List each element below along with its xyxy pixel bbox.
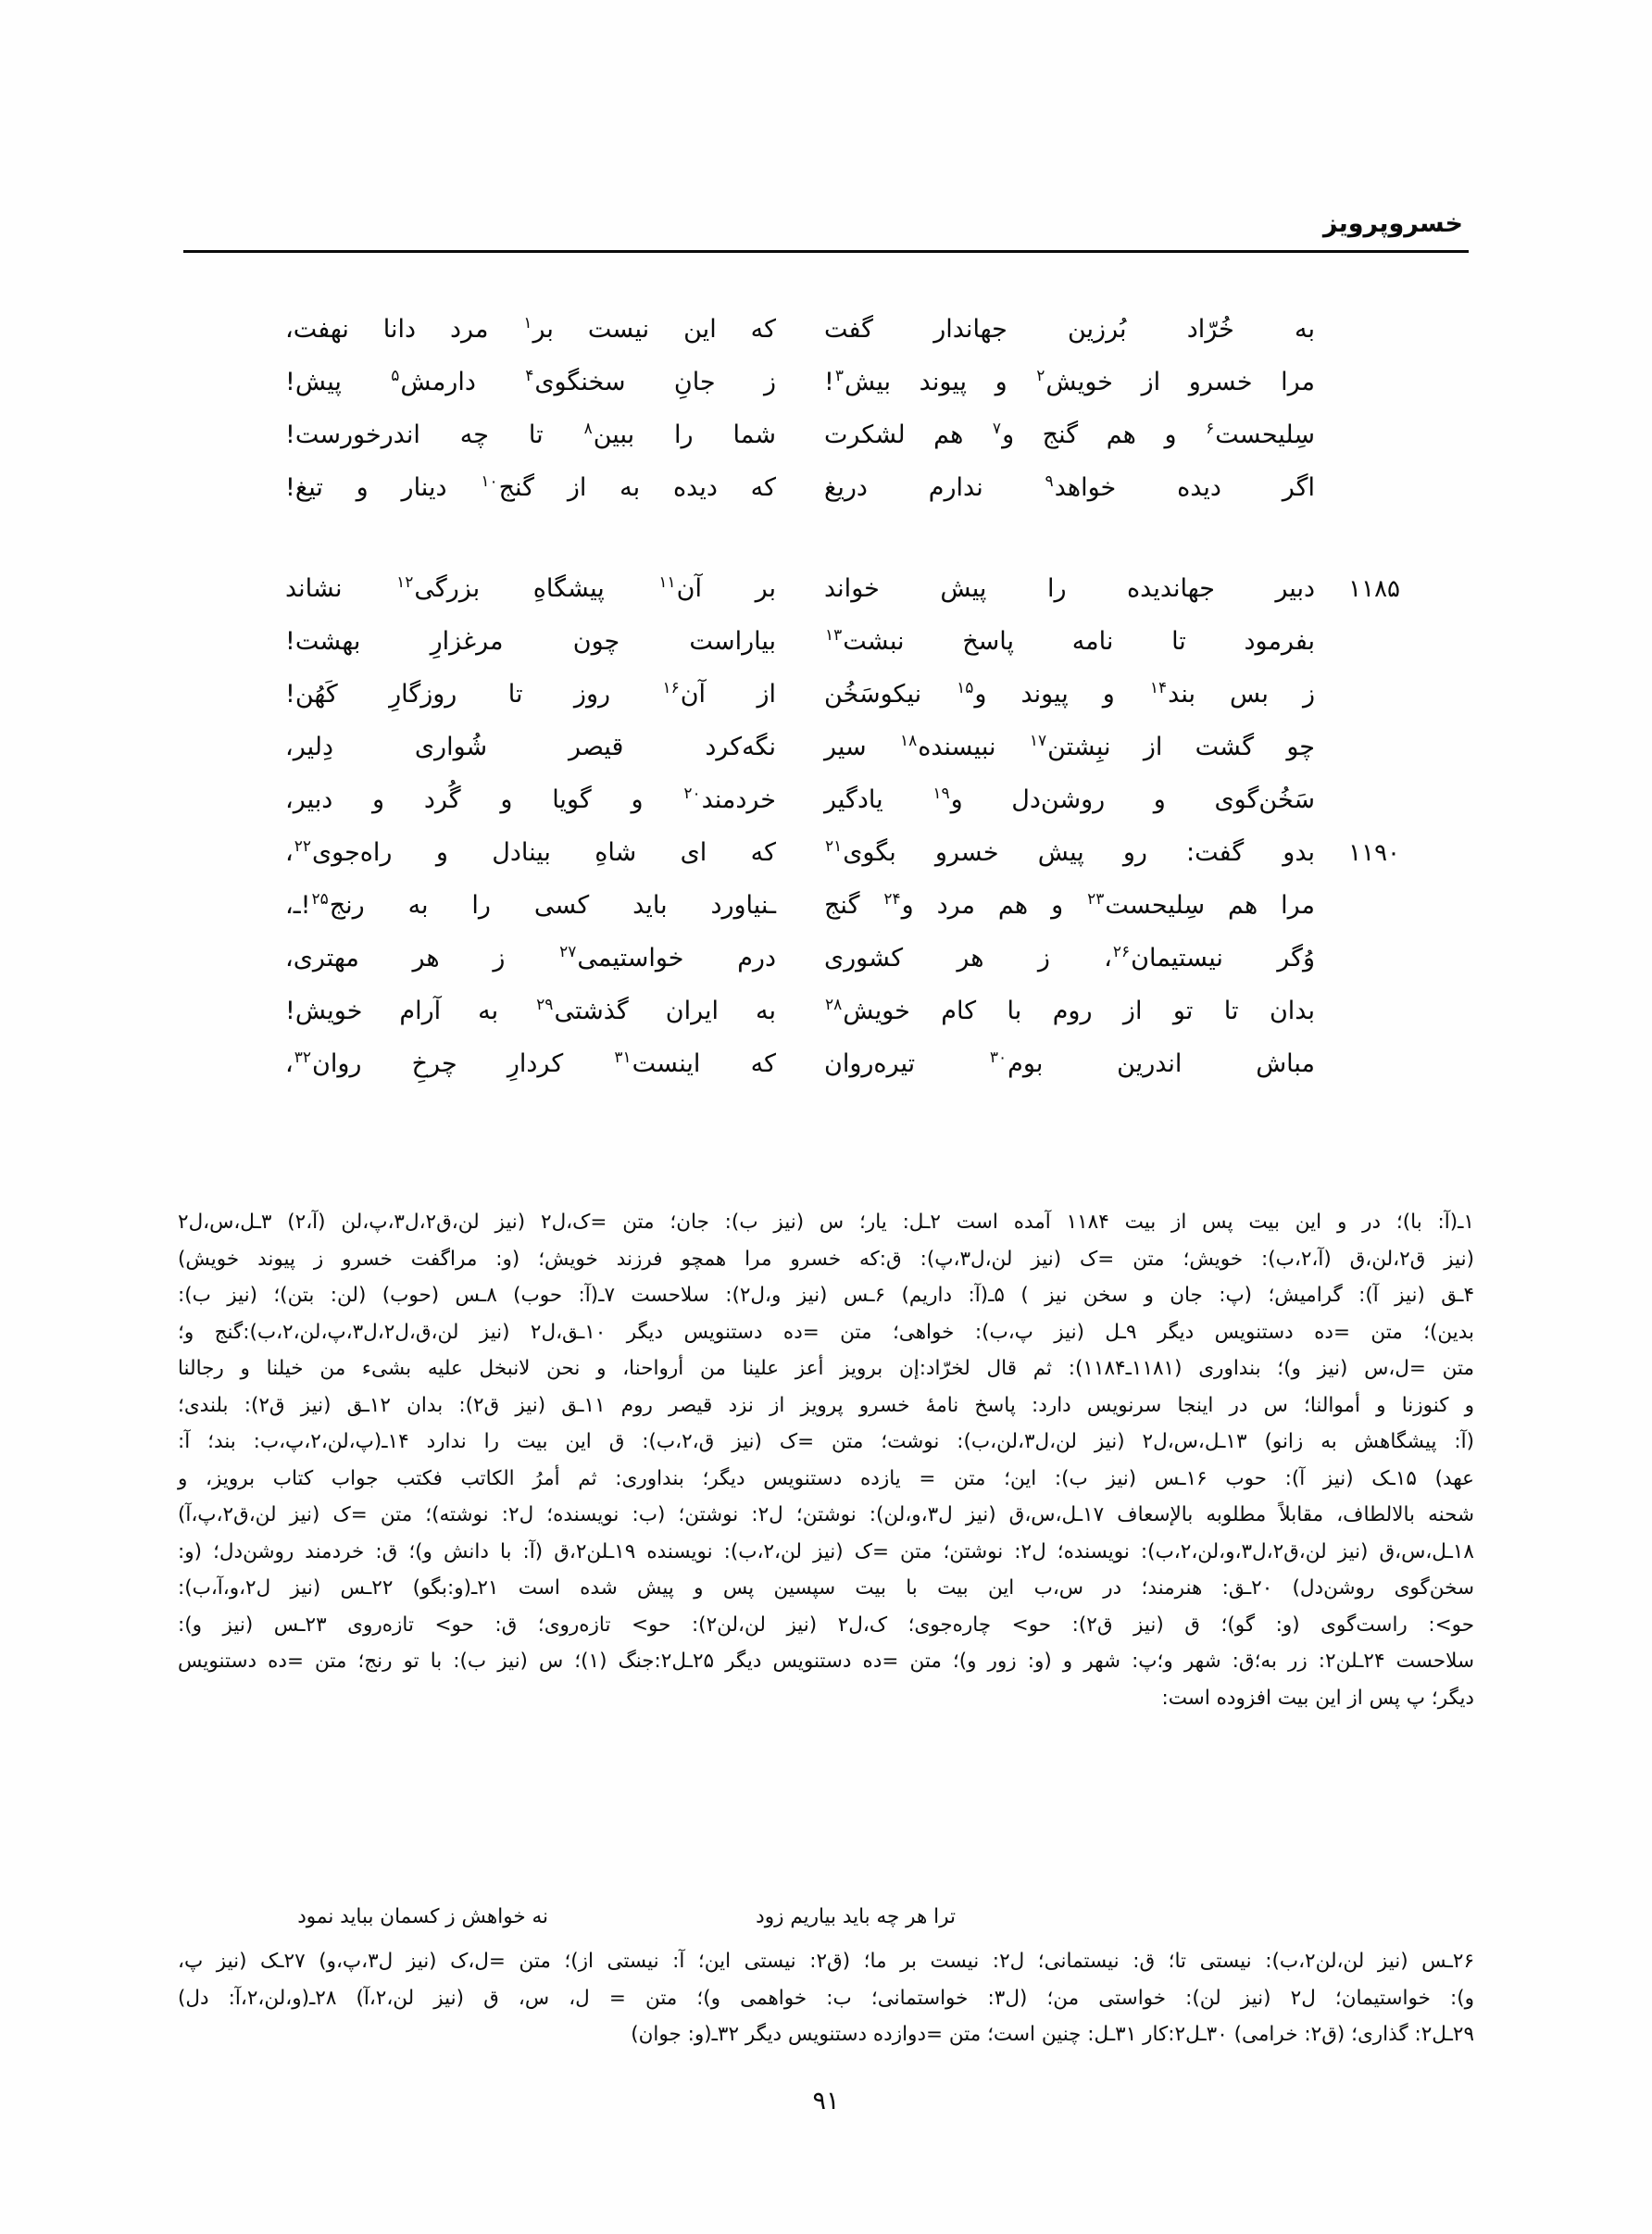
hemistich-first: ز بس بند$^{۱۴}$ و پیوند و$^{۱۵}$ نیکوسَخُن [824,679,1315,709]
hemistich-second: نگه‌کرد قیصر شُواری دِلیر، [285,733,776,761]
hemistich-first: چو گشت از نبِشتن$^{۱۷}$ نبیسنده$^{۱۸}$ سیر [824,732,1315,761]
footnote-apparatus [178,1204,1474,1716]
footnote-line: ۲۶ـس (نیز لن،لن۲،ب): نیستی تا؛ ق: نیستمانی؛ ل۲: نیست بر ما؛ (ق۲: نیستی این؛ آ: نیستی از)؛ متن =ل،ک (نیز ل۳،پ،و) ۲۷ـک (نیز پ، [178,1950,1474,1973]
verse-line [250,829,1402,882]
verse-line [250,464,1402,517]
hemistich-second: که ای شاهِ بینادل و راه‌جوی$^{۲۲}$، [285,837,776,867]
hemistich-first: مباش اندرین بوم$^{۳۰}$ تیره‌روان [824,1048,1316,1078]
footnote-line: و کنوزنا و أموالنا؛ س در اینجا سرنویس دارد: پاسخ نامهٔ خسرو پرویز از نزد قیصر روم ۱۱ـق (نیز ق۲): بدان ۱۲ـق (نیز ق۲): بلندی؛ [178,1393,1474,1417]
footnote-line: ۲۹ـل۲: گذاری؛ (ق۲: خرامی) ۳۰ـل۲:کار ۳۱ـل: چنین است؛ متن =دوازده دستنویس دیگر ۳۲ـ(و: جوان) [631,2023,1474,2046]
footnote-line: ۱ـ(آ: با)؛ در و این بیت پس از بیت ۱۱۸۴ آمده است ۲ـل: یار؛ س (نیز ب): جان؛ متن =ک،ل۲ (نیز لن،ق۲،ل۳،پ،لن (آ،۲) ۳ـل،س،ل۲ [178,1211,1474,1234]
footnote-line: و): خواستیمان؛ ل۲ (نیز لن): خواستی من؛ (ل۳: خواستمانی؛ ب: خواهمی و)؛ متن = ل، س، ق (نیز لن،۲،آ) ۲۸ـ(و،لن،۲،آ: دل) [178,1986,1474,2010]
hemistich-second: که اینست$^{۳۱}$ کردارِ چرخِ روان$^{۳۲}$، [285,1048,776,1078]
hemistich-first: سِلیحست$^۶$ و هم گنج و$^۷$ هم لشکرت [824,420,1315,449]
hemistich-second: به ایران گذشتی$^{۲۹}$ به آرام خویش! [285,996,776,1025]
hemistich-first: دبیر جهاندیده را پیش خواند [824,574,1315,603]
stanza [250,565,1402,1093]
hemistich-second: درم خواستیمی$^{۲۷}$ ز هر مهتری، [285,943,776,973]
footnote-apparatus-tail [178,1943,1474,2053]
verse-line [250,776,1402,829]
footnote-line: متن =ل،س (نیز و)؛ بنداوری (۱۱۸۱ـ۱۱۸۴): ثم قال لخرّاد:إن برویز أعز علینا من أرواحنا، و نحن لانبخل علیه بشیء من خیلنا و رجالنا [178,1357,1474,1380]
hemistich-second: خردمند$^{۲۰}$ و گویا و گُرد و دبیر، [285,784,776,814]
page-number: ۹۱ [812,2087,840,2115]
hemistich-first: مرا هم سِلیحست$^{۲۳}$ و هم مرد و$^{۲۴}$ گنج [824,890,1316,920]
verse-line [250,723,1402,776]
running-head-title: خسروپرویز [1322,209,1463,238]
verse-number: ۱۱۸۵ [1348,575,1400,603]
hemistich-second: بیاراست چون مرغزارِ بهشت! [285,627,776,656]
verse-line [250,411,1402,464]
hemistich-first: سَخُن‌گوی و روشن‌دل و$^{۱۹}$ یادگیر [824,784,1316,814]
header-rule [183,250,1469,253]
footnote-line: دیگر؛ پ پس از این بیت افزوده است: [1161,1686,1474,1710]
running-head [183,209,1469,261]
hemistich-first: بدان تا تو از روم با کام خویش$^{۲۸}$ [825,996,1315,1025]
verse-line [250,671,1402,723]
hemistich-second: که این نیست بر$^۱$ مرد دانا نهفت، [285,314,776,344]
verse-line [250,618,1402,671]
footnote-line: سلاحست ۲۴ـلن۲: زر به؛ق: شهر و؛پ: شهر و (و: زور و)؛ متن =ده دستنویس دیگر ۲۵ـل۲:جنگ (۱)؛ س (نیز ب): با تو رنج؛ متن =ده دستنویس [178,1650,1474,1673]
verse-number: ۱۱۹۰ [1348,839,1400,867]
hemistich-second: ز جانِ سخنگوی$^۴$ دارمش$^۵$ پیش! [285,367,777,396]
verse-line [250,882,1402,935]
hemistich-first: مرا خسرو از خویش$^۲$ و پیوند بیش$^۳$! [824,367,1315,396]
hemistich-first: اگر دیده خواهد$^۹$ ندارم دریغ [824,472,1315,502]
verse-line [250,1040,1402,1093]
verse-line [250,987,1402,1040]
hemistich-first: به خُرّاد بُرزین جهاندار گفت [824,315,1315,344]
inset-couplet [178,1899,1474,1939]
verse-line [250,565,1402,618]
footnote-line: (نیز ق۲،لن،ق (آ،۲،ب): خویش؛ متن =ک (نیز لن،ل۳،پ): ق:که خسرو مرا همچو فرزند خویش؛ (و: مراگفت خسرو ز پیوند خویش) [178,1247,1474,1271]
hemistich-second: ـنیاورد باید کسی را به رنج$^{۲۵}$!ـ، [285,890,776,920]
footnote-line: سخن‌گوی روشن‌دل) ۲۰ـق: هنرمند؛ در س،ب این بیت با بیت سپسین پس و پیش شده است ۲۱ـ(و:بگو) ۲۲ـس (نیز ل۲،و،آ،ب): [178,1576,1474,1600]
inset-hemistich-a: ترا هر چه باید بیاریم زود [756,1905,956,1928]
hemistich-first: بدو گفت: رو پیش خسرو بگوی$^{۲۱}$ [825,837,1315,867]
footnote-line: (آ: پیشگاهش به زانو) ۱۳ـل،س،ل۲ (نیز لن،ل۳،لن،ب): نوشت؛ متن =ک (نیز ق،۲،ب): ق این بیت را ندارد ۱۴ـ(پ،لن،۲،پ،ب: بند؛ آ: [178,1430,1474,1453]
hemistich-first: بفرمود تا نامه پاسخ نبشت$^{۱۳}$ [825,626,1315,656]
hemistich-second: که دیده به از گنج$^{۱۰}$ دینار و تیغ! [285,472,777,502]
footnote-line: بدین)؛ متن =ده دستنویس دیگر ۹ـل (نیز پ،ب): خواهی؛ متن =ده دستنویس دیگر ۱۰ـق،ل۲ (نیز لن،ق،ل۲،ل۳،پ،لن،۲،ب):گنج و؛ [178,1320,1474,1344]
footnote-line: عهد) ۱۵ـک (نیز آ): حوب ۱۶ـس (نیز ب): این؛ متن = یازده دستنویس دیگر؛ بنداوری: ثم أمرُ الکاتب فکتب جواب کتاب برویز، و [178,1466,1475,1490]
verse-line [250,358,1402,411]
inset-hemistich-b: نه خواهش ز کسمان بباید نمود [297,1905,548,1928]
footnote-line: ۴ـق (نیز آ): گرامیش؛ (پ: جان و سخن نیز ) ۵ـ(آ: داریم) ۶ـس (نیز و،ل۲): سلاحست ۷ـ(آ: حوب) ۸ـس (حوب) (لن: بتن)؛ (نیز ب): [178,1284,1475,1307]
hemistich-first: وُگر نیستیمان$^{۲۶}$، ز هر کشوری [824,943,1315,973]
poetry-block [250,306,1402,1093]
footnote-line: ۱۸ـل،س،ق (نیز لن،ق۲،ل۳،و،لن،۲،ب): نویسنده؛ ل۲: نوشتن؛ متن =ک (نیز لن،۲،ب): نویسنده ۱۹ـلن۲،ق (آ: با دانش و)؛ ق: خردمند روشن‌دل؛ (و: [178,1539,1474,1563]
footnote-line: شحنه بالالطاف، مقابلاً مطلوبه بالإسعاف ۱۷ـل،س،ق (نیز ل۳،و،لن): نوشتن؛ ل۲: نوشتن؛ (ب: نویسنده؛ ل۲: نوشته)؛ متن =ک (نیز لن،ق۲،پ،آ) [178,1503,1474,1526]
footnote-line: حو>: راست‌گوی (و: گو)؛ ق (نیز ق۲): حو> چاره‌جوی؛ ک،ل۲ (نیز لن،لن۲): حو> تازه‌روی؛ ق: حو> تازه‌روی ۲۳ـس (نیز و): [178,1613,1474,1637]
hemistich-second: از آن$^{۱۶}$ روز تا روزگارِ کَهُن! [285,679,776,709]
verse-line [250,935,1402,987]
verse-line [250,306,1402,358]
hemistich-second: شما را ببین$^۸$ تا چه اندرخورست! [285,420,776,449]
hemistich-second: بر آن$^{۱۱}$ پیشگاهِ بزرگی$^{۱۲}$ نشاند [285,573,776,603]
stanza [250,306,1402,517]
